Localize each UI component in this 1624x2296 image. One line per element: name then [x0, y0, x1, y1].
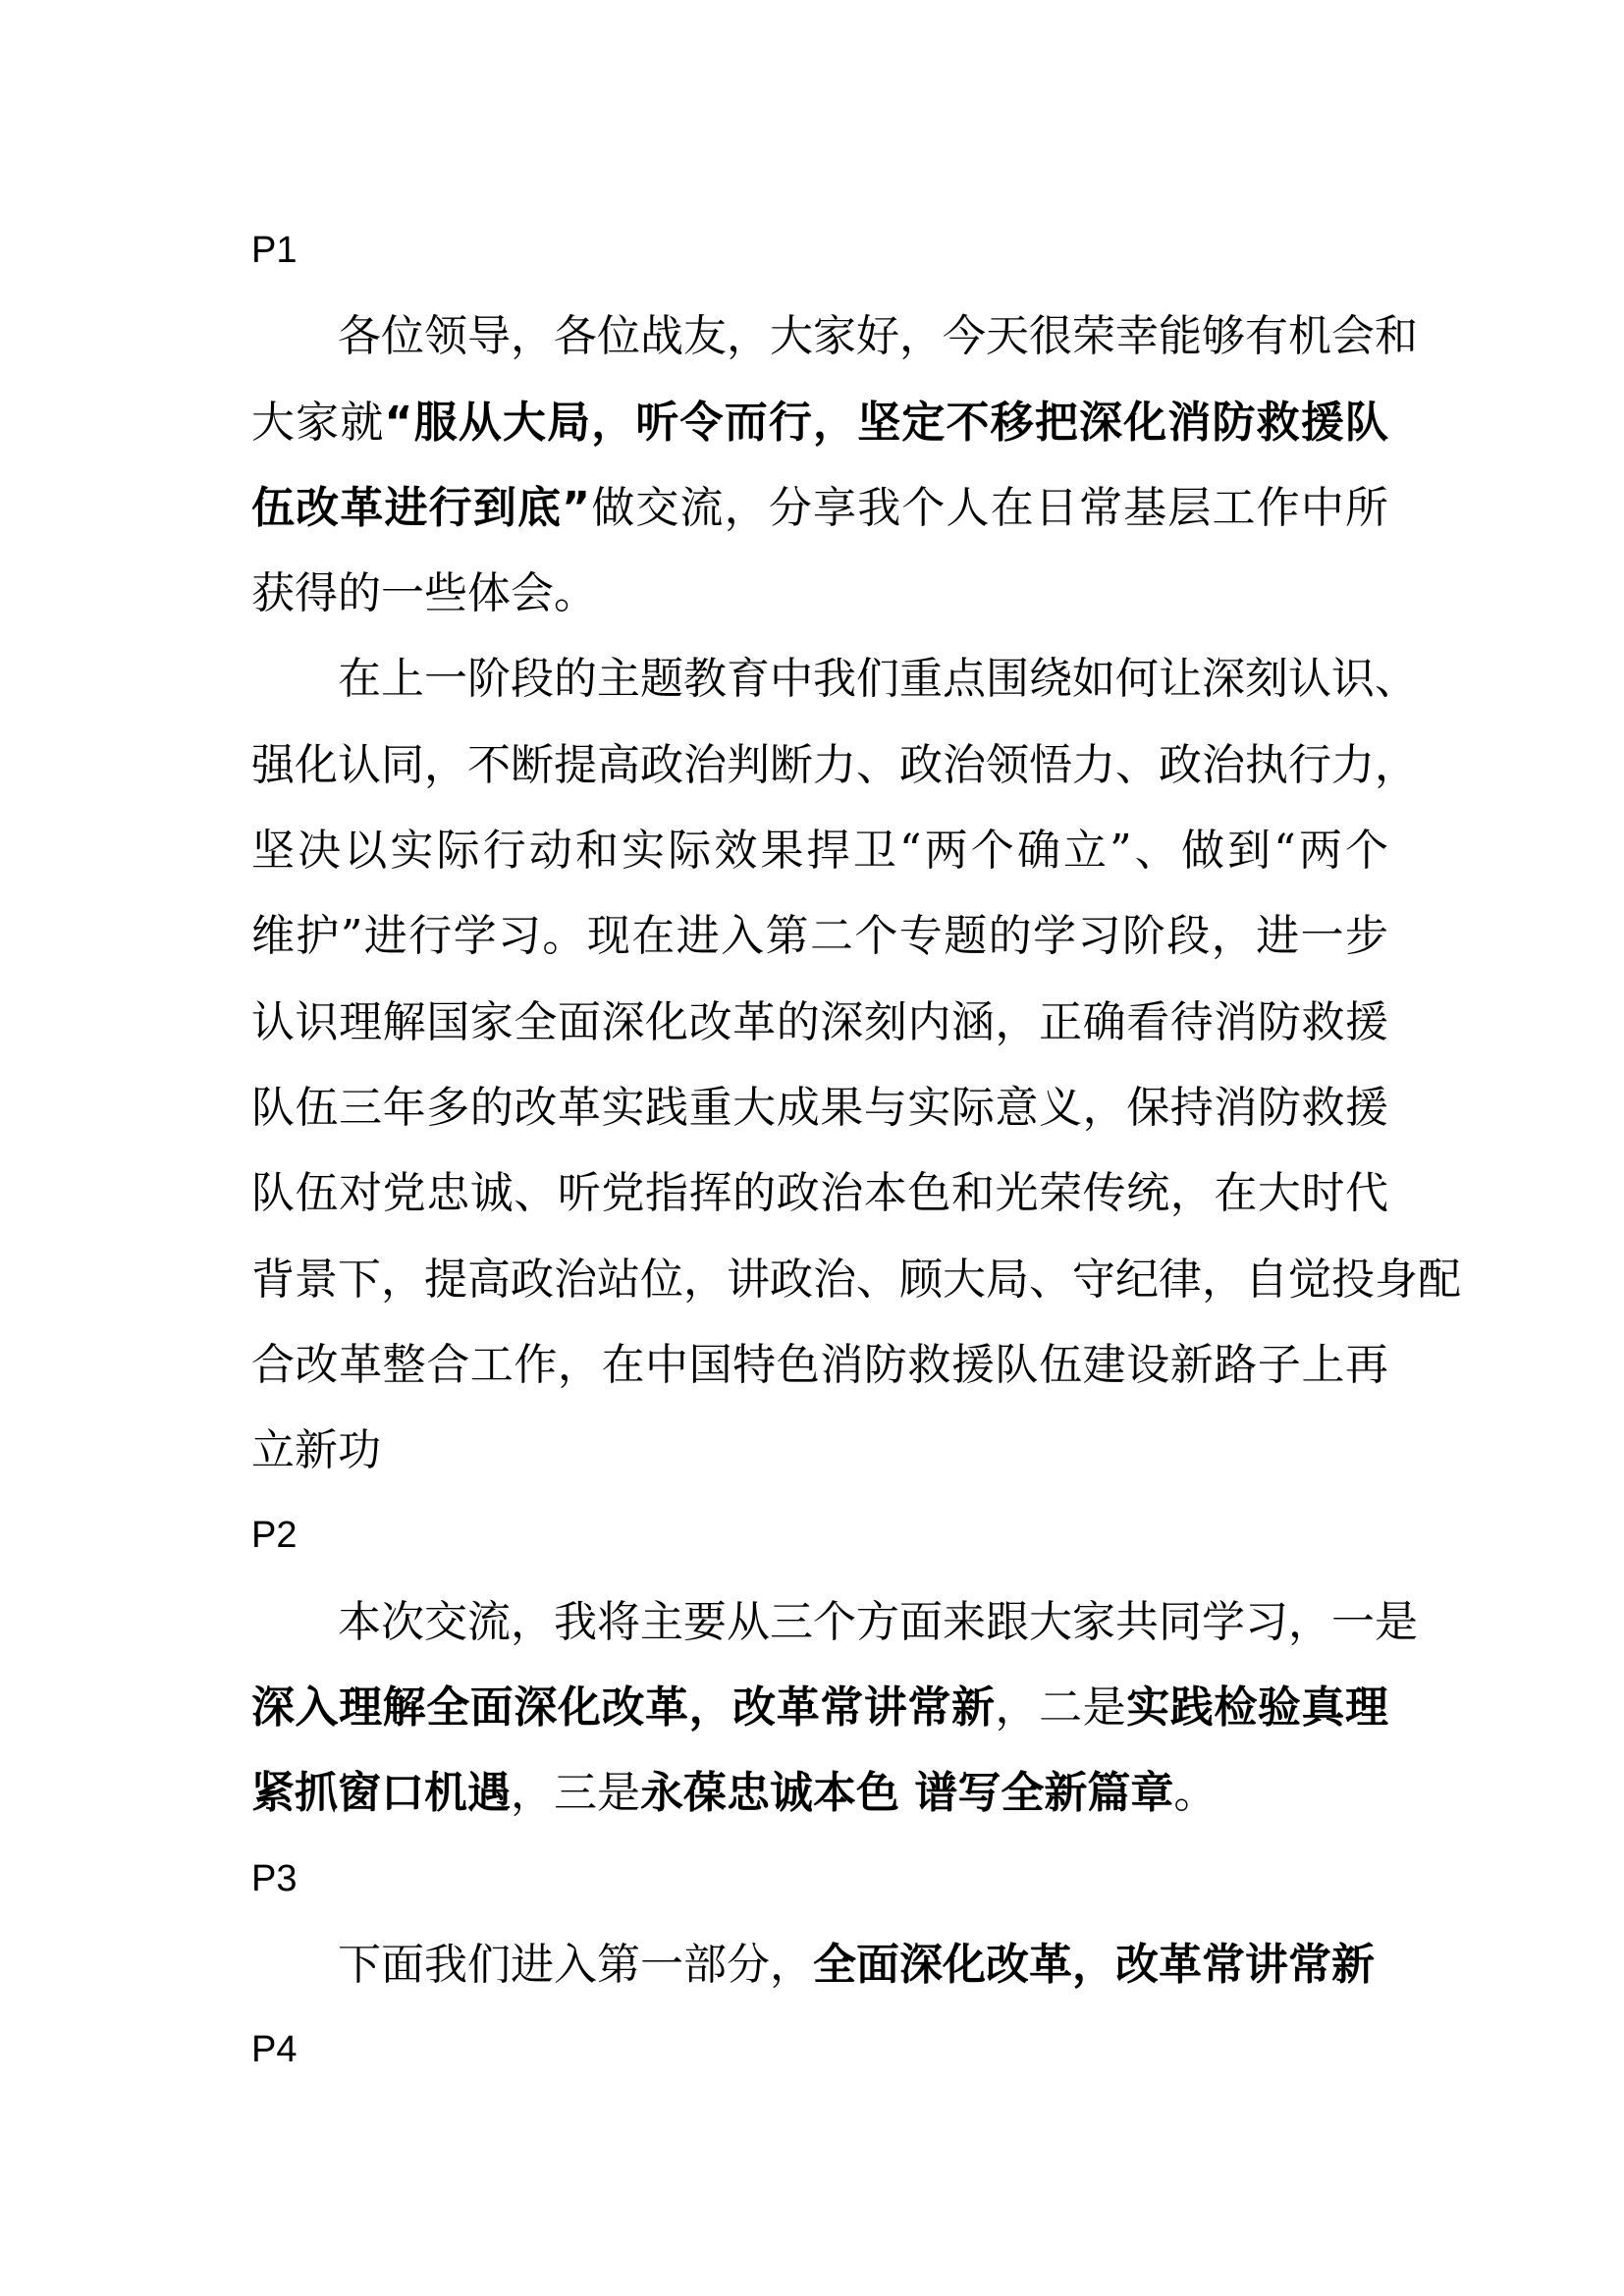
- bold-text: 永葆忠诚本色 谱写全新篇章: [640, 1768, 1174, 1819]
- text-line: [251, 380, 1388, 465]
- bold-text: 伍改革进行到底”: [251, 482, 591, 533]
- bold-text: 紧抓窗口机遇: [251, 1768, 511, 1819]
- paragraph: [251, 294, 1418, 636]
- text-line: [251, 722, 1418, 808]
- text: 坚决以实际行动和实际效果捍卫“两个确立”、做到“两个: [251, 826, 1388, 877]
- text: 大家就: [251, 397, 385, 448]
- text-line: [251, 808, 1388, 893]
- text-line: [251, 465, 1388, 551]
- paragraph: [251, 1579, 1418, 1837]
- text: 下面我们进入第一部分，: [338, 1939, 813, 1990]
- text: 队伍对党忠诚、听党指挥的政治本色和光荣传统，在大时代: [251, 1168, 1388, 1219]
- text: 维护”进行学习。现在进入第二个专题的学习阶段，进一步: [251, 911, 1388, 962]
- page-marker-p3: P3: [251, 1857, 298, 1899]
- paragraph: [251, 1922, 1388, 2007]
- text-line: [251, 980, 1388, 1065]
- text-line: [251, 1665, 1388, 1750]
- text-line: [251, 1922, 1388, 2007]
- text-line: [251, 893, 1388, 979]
- bold-text: “服从大局，听令而行，坚定不移把深化消防救援队: [384, 397, 1389, 448]
- page-marker-p4: P4: [251, 2029, 298, 2071]
- bold-text: 实践检验真理: [1126, 1682, 1389, 1734]
- text: 做交流，分享我个人在日常基层工作中所: [590, 482, 1388, 533]
- text: 在上一阶段的主题教育中我们重点围绕如何让深刻认识、: [338, 654, 1418, 705]
- text: 认识理解国家全面深化改革的深刻内涵，正确看待消防救援: [251, 996, 1388, 1047]
- text: 背景下，提高政治站位，讲政治、顾大局、守纪律，自觉投身配: [251, 1254, 1461, 1305]
- page-marker-p1: P1: [251, 230, 298, 271]
- text: 本次交流，我将主要从三个方面来跟大家共同学习，一是: [338, 1596, 1418, 1647]
- text: 立新功: [251, 1425, 381, 1476]
- text: 队伍三年多的改革实践重大成果与实际意义，保持消防救援: [251, 1082, 1388, 1133]
- text-line: [251, 294, 1418, 379]
- bold-text: 深入理解全面深化改革，改革常讲常新: [251, 1682, 996, 1734]
- text: 强化认同，不断提高政治判断力、政治领悟力、政治执行力，: [251, 739, 1418, 790]
- text: 。: [1173, 1768, 1218, 1819]
- text-line: [251, 1237, 1461, 1322]
- text-line: [251, 1065, 1388, 1150]
- text-line: [251, 636, 1418, 721]
- text: ，三是: [511, 1768, 640, 1819]
- document-page: [251, 208, 1461, 2094]
- paragraph: [251, 636, 1461, 1493]
- text-line: [251, 1150, 1388, 1236]
- text: 获得的一些体会。: [251, 568, 597, 619]
- text-line: [251, 1750, 1388, 1836]
- text-line: [251, 551, 1388, 636]
- text-line: [251, 1579, 1418, 1665]
- text: 各位领导，各位战友，大家好，今天很荣幸能够有机会和: [338, 311, 1418, 362]
- text: 合改革整合工作，在中国特色消防救援队伍建设新路子上再: [251, 1339, 1388, 1390]
- bold-text: 全面深化改革，改革常讲常新: [813, 1939, 1375, 1990]
- page-marker-p2: P2: [251, 1515, 298, 1557]
- text-line: [251, 1322, 1388, 1408]
- text-line: [251, 1408, 1388, 1493]
- text: ，二是: [995, 1682, 1127, 1734]
